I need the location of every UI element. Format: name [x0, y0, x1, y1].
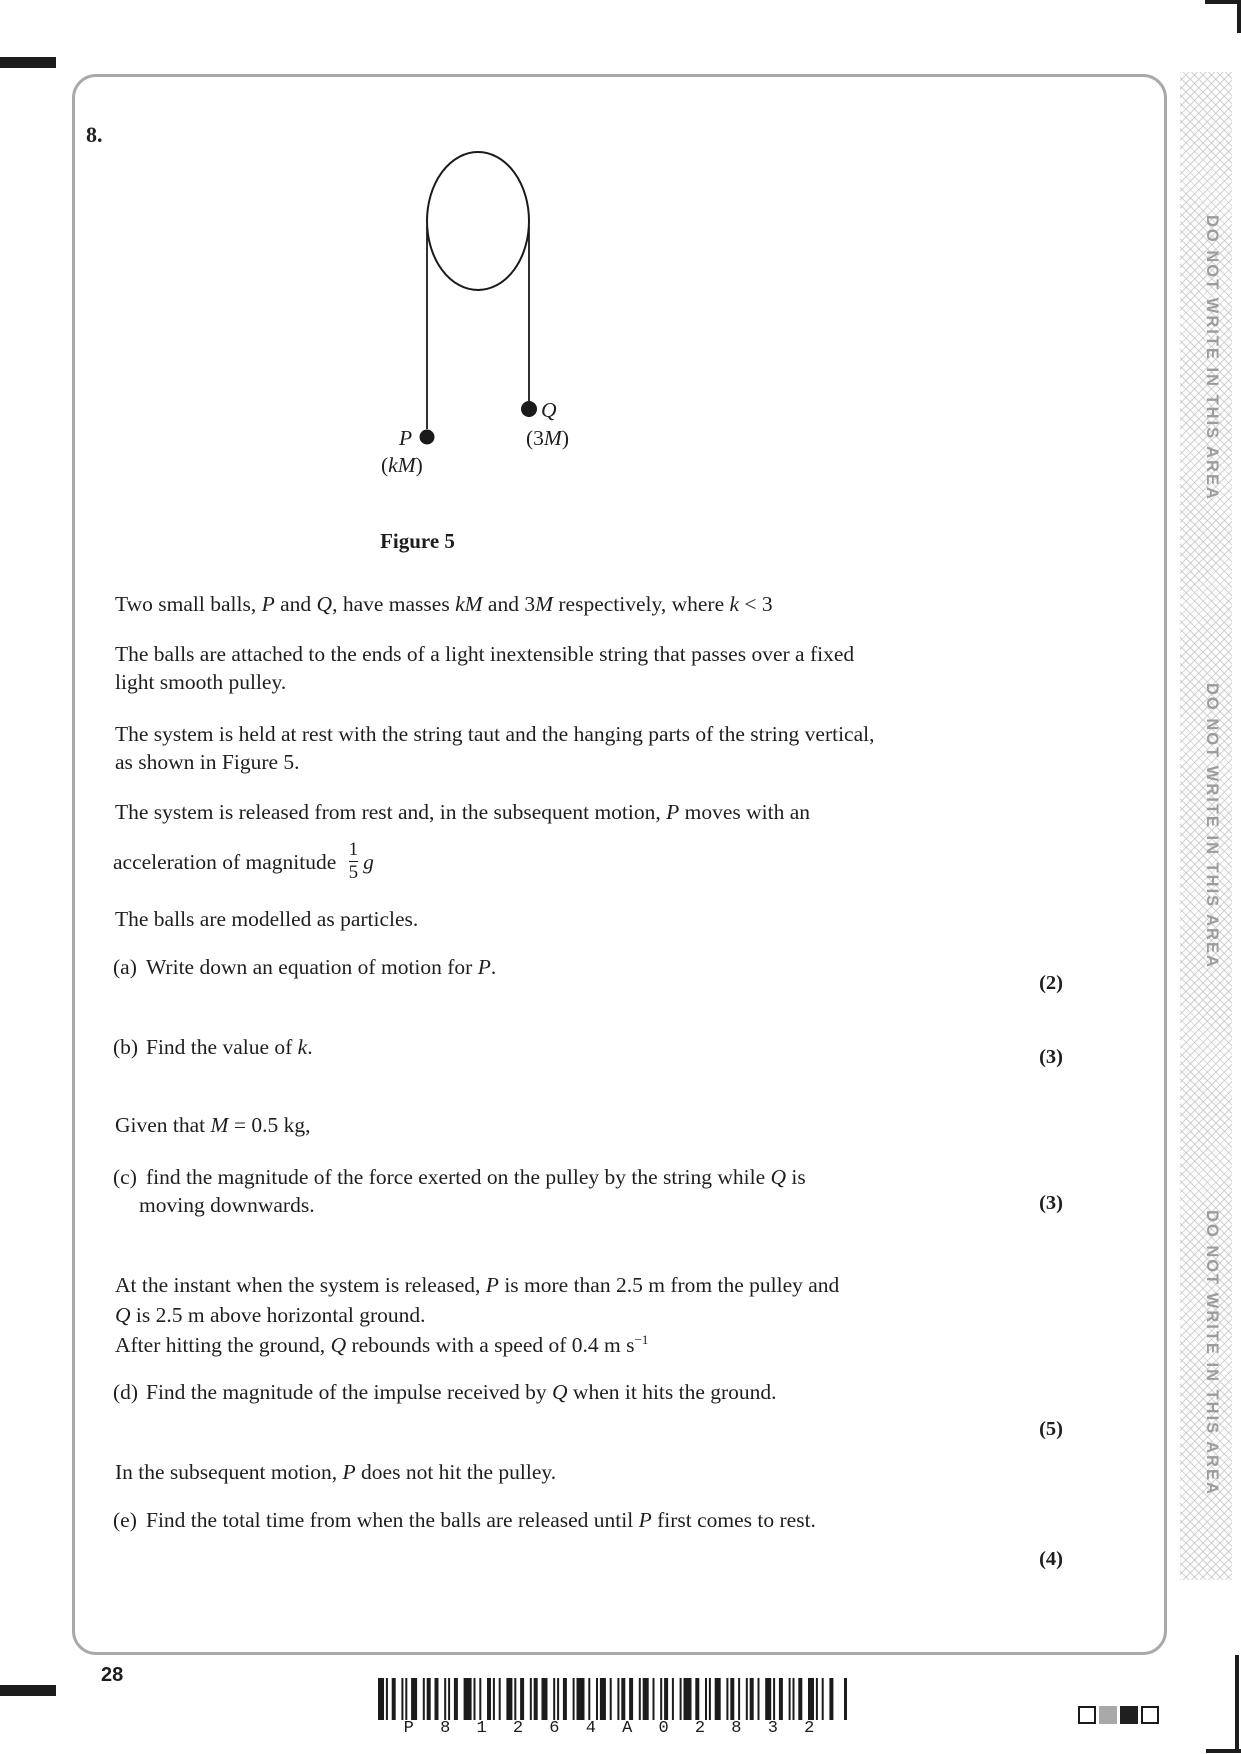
barcode-bar: [621, 1678, 625, 1720]
barcode-bar: [520, 1678, 524, 1720]
barcode-bar: [672, 1678, 674, 1720]
text-line: At the instant when the system is released, P is more than 2.5 m from the pulley and: [115, 1273, 840, 1297]
barcode-bar: [573, 1678, 575, 1720]
top-right-corner-mark-v: [1237, 0, 1241, 33]
barcode-bar: [610, 1678, 612, 1720]
do-not-write-text: DO NOT WRITE IN THIS AREA: [1203, 215, 1221, 501]
barcode-bar: [798, 1678, 802, 1720]
barcode-bar: [401, 1678, 403, 1720]
part-label: (b): [113, 1035, 139, 1059]
barcode-bar: [435, 1678, 439, 1720]
top-right-corner-mark-h: [1205, 0, 1241, 4]
barcode-bar: [423, 1678, 425, 1720]
text-line: (d) Find the magnitude of the impulse received by Q when it hits the ground.: [113, 1380, 777, 1404]
barcode-bar: [680, 1678, 682, 1720]
barcode-bar: [746, 1678, 748, 1720]
barcode-bar: [411, 1678, 417, 1720]
do-not-write-text: DO NOT WRITE IN THIS AREA: [1203, 1210, 1221, 1496]
text-line: (c) find the magnitude of the force exerted on the pulley by the string while Q is: [113, 1165, 806, 1189]
fraction: $\frac{1}{5}$: [348, 839, 359, 883]
question-number: 8.: [86, 122, 103, 147]
text-line: The system is held at rest with the string taut and the hanging parts of the string vertical,: [115, 722, 875, 746]
barcode-bar: [600, 1678, 606, 1720]
barcode-bar: [588, 1678, 590, 1720]
barcode-bar: [808, 1678, 814, 1720]
barcode-bar: [553, 1678, 555, 1720]
ball-p-label: P: [399, 426, 413, 450]
top-left-registration-bar: [0, 57, 56, 68]
text-line: After hitting the ground, Q rebounds with a speed of 0.4 m $s^{-1}$: [115, 1332, 649, 1358]
marks-badge: (3): [1039, 1192, 1063, 1214]
barcode-bar: [709, 1678, 711, 1720]
barcode-bar: [773, 1678, 775, 1720]
text-line: (b) Find the value of k.: [113, 1035, 313, 1059]
barcode-bar: [829, 1678, 833, 1720]
control-square-white-1: [1078, 1706, 1096, 1724]
barcode-bar: [474, 1678, 476, 1720]
ball-q: [521, 401, 537, 417]
barcode-bar: [542, 1678, 548, 1720]
ball-q-label: Q: [541, 398, 557, 422]
barcode-bar: [405, 1678, 407, 1720]
part-label: (a): [113, 955, 137, 979]
barcode-bar: [816, 1678, 818, 1720]
bottom-left-registration-bar: [0, 1685, 56, 1696]
barcode-bar: [660, 1678, 662, 1720]
control-square-black: [1120, 1706, 1138, 1724]
barcode-bar: [789, 1678, 791, 1720]
text-line: moving downwards.: [139, 1193, 315, 1217]
barcode-bar: [444, 1678, 446, 1720]
barcode-bar: [738, 1678, 740, 1720]
bottom-right-corner-mark-v: [1235, 1655, 1239, 1750]
barcode-bar: [758, 1678, 760, 1720]
barcode-label: P 8 1 2 6 4 A 0 2 8 3 2: [403, 1719, 823, 1738]
marks-badge: (4): [1039, 1548, 1063, 1570]
do-not-write-text: DO NOT WRITE IN THIS AREA: [1203, 683, 1221, 969]
text-line: as shown in Figure 5.: [115, 750, 300, 774]
barcode-bar: [487, 1678, 491, 1720]
barcode: [378, 1678, 848, 1720]
text-line: light smooth pulley.: [115, 670, 287, 694]
barcode-bar: [454, 1678, 458, 1720]
barcode-bar: [557, 1678, 559, 1720]
barcode-bar: [427, 1678, 431, 1720]
barcode-bar: [639, 1678, 641, 1720]
barcode-bar: [750, 1678, 754, 1720]
barcode-bar: [534, 1678, 538, 1720]
text-line: acceleration of magnitude $\frac{1}{5}$ g: [113, 839, 374, 883]
barcode-bar: [563, 1678, 567, 1720]
barcode-bar: [653, 1678, 655, 1720]
text-line: The balls are attached to the ends of a light inextensible string that passes over a fixed: [115, 642, 855, 666]
text-line: The balls are modelled as particles.: [115, 907, 419, 931]
ball-q-mass-label: (3M): [526, 426, 570, 450]
barcode-bar: [643, 1678, 649, 1720]
barcode-bar: [726, 1678, 728, 1720]
text-line: (a) Write down an equation of motion for P.: [113, 955, 497, 979]
text-line: Given that M = 0.5 kg,: [115, 1113, 311, 1137]
page-number: 28: [101, 1664, 124, 1686]
barcode-bar: [629, 1678, 633, 1720]
text-line: (e) Find the total time from when the balls are released until P first comes to rest.: [113, 1508, 816, 1532]
barcode-bar: [493, 1678, 495, 1720]
barcode-bar: [596, 1678, 598, 1720]
barcode-bar: [715, 1678, 721, 1720]
marks-badge: (3): [1039, 1046, 1063, 1068]
barcode-bar: [779, 1678, 783, 1720]
barcode-bar: [506, 1678, 512, 1720]
bottom-right-corner-mark-h: [1206, 1749, 1241, 1753]
marks-badge: (2): [1039, 972, 1063, 994]
barcode-bar: [464, 1678, 472, 1720]
text-line: In the subsequent motion, P does not hit the pulley.: [115, 1460, 557, 1484]
text-line: Two small balls, P and Q, have masses kM and 3M respectively, where k < 3: [115, 592, 773, 616]
marks-badge: (5): [1039, 1418, 1063, 1440]
part-label: (d): [113, 1380, 139, 1404]
text-line: The system is released from rest and, in the subsequent motion, P moves with an: [115, 800, 811, 824]
barcode-bar: [514, 1678, 516, 1720]
part-label: (c): [113, 1165, 137, 1189]
barcode-bar: [378, 1678, 384, 1720]
figure-caption: Figure 5: [380, 529, 455, 553]
barcode-bar: [577, 1678, 585, 1720]
barcode-bar: [684, 1678, 692, 1720]
ball-p-mass-label: (kM): [381, 453, 423, 477]
barcode-bar: [730, 1678, 734, 1720]
barcode-bar: [695, 1678, 699, 1720]
barcode-bar: [479, 1678, 481, 1720]
barcode-bar: [793, 1678, 795, 1720]
barcode-bar: [617, 1678, 619, 1720]
control-square-white-2: [1141, 1706, 1159, 1724]
barcode-bar: [499, 1678, 501, 1720]
text-line: Q is 2.5 m above horizontal ground.: [115, 1303, 426, 1327]
barcode-bar: [822, 1678, 824, 1720]
barcode-bar: [844, 1678, 847, 1720]
barcode-bar: [386, 1678, 388, 1720]
barcode-bar: [705, 1678, 707, 1720]
barcode-bar: [530, 1678, 532, 1720]
barcode-bar: [392, 1678, 396, 1720]
ball-p: [420, 430, 435, 445]
barcode-bar: [765, 1678, 771, 1720]
barcode-bar: [448, 1678, 450, 1720]
pulley-wheel: [427, 152, 529, 290]
barcode-bar: [664, 1678, 668, 1720]
part-label: (e): [113, 1508, 137, 1532]
control-square-gray: [1099, 1706, 1117, 1724]
